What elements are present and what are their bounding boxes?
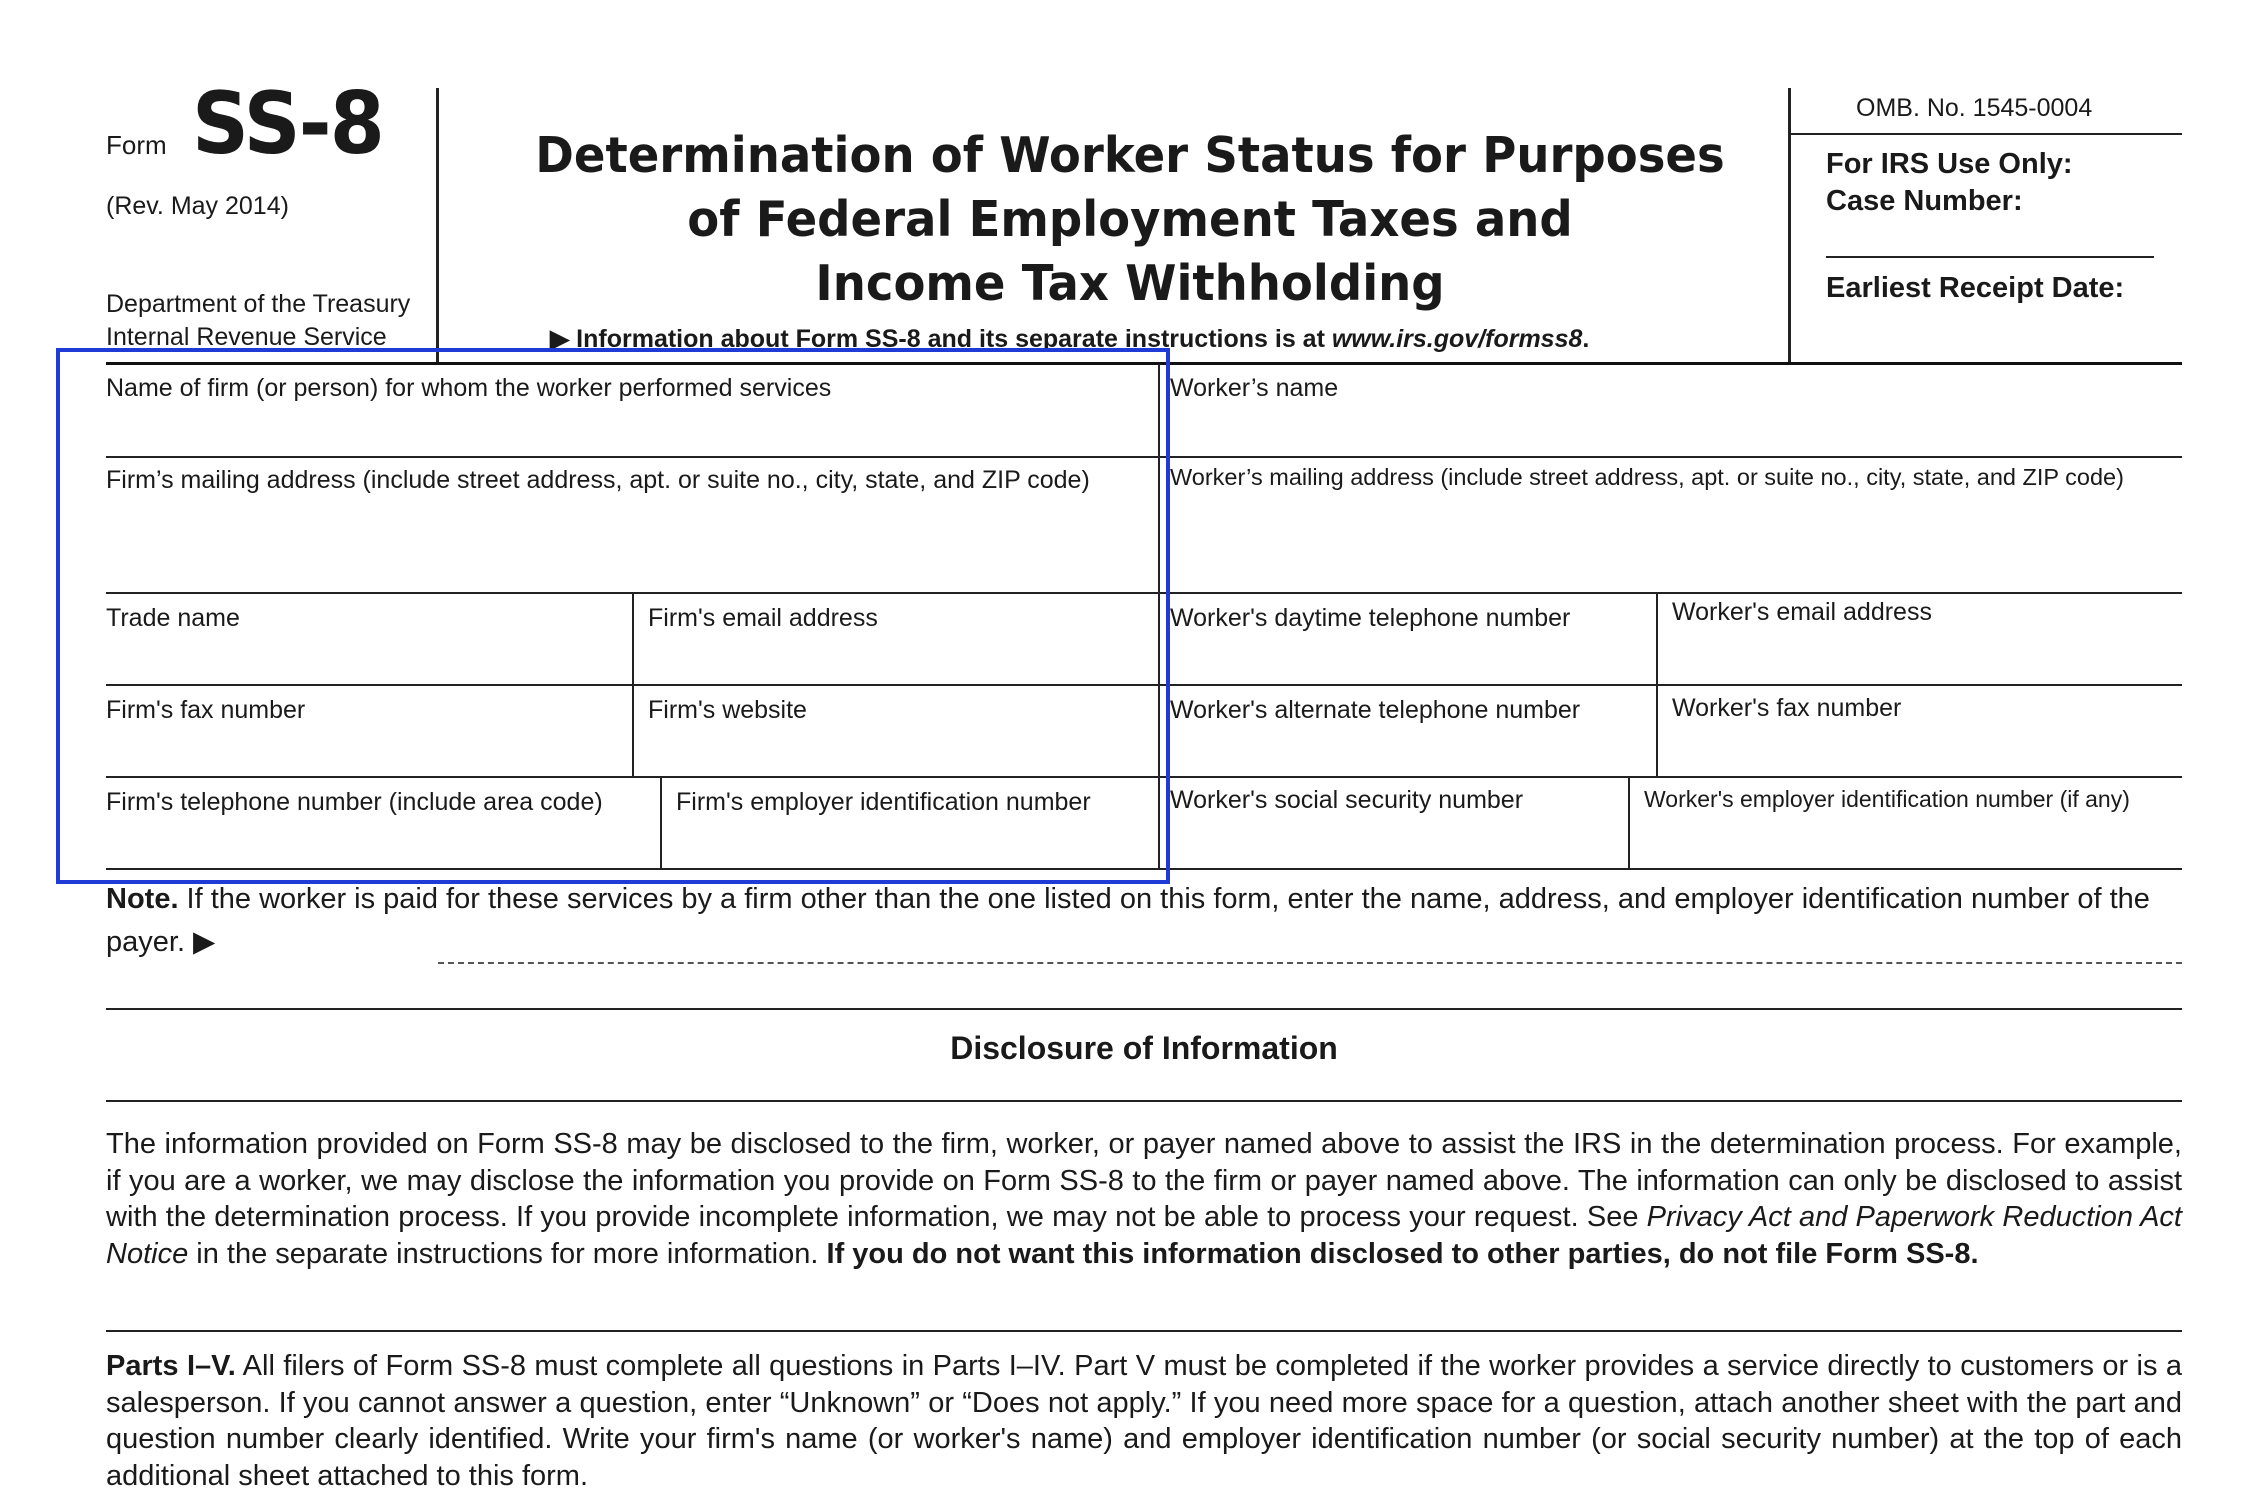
omb-number: OMB. No. 1545-0004 [1856,94,2093,122]
firm-telephone-field[interactable]: Firm's telephone number (include area code) [106,788,603,816]
worker-daytime-phone-field[interactable]: Worker's daytime telephone number [1170,604,1571,632]
form-label: Form [106,130,167,160]
irs-use-block [1826,146,2073,220]
parts-label: Parts I–V. [106,1350,236,1382]
parts-top-rule [106,1330,2182,1332]
department-line-2: Internal Revenue Service [106,323,387,351]
worker-ein-field[interactable]: Worker's employer identification number (if any) [1644,786,2130,812]
note-text: If the worker is paid for these services by a firm other than the one listed on this form, enter the name, address, and employer identification number of the payer. ▶ [106,883,2150,958]
privacy-act-reference: Privacy Act and Paperwork Reduction Act Notice [106,1201,2182,1270]
earliest-receipt-date-label: Earliest Receipt Date: [1826,272,2125,304]
title-line-2: of Federal Employment Taxes and [687,191,1573,248]
firm-ein-field[interactable]: Firm's employer identification number [676,788,1091,816]
parts-text: All filers of Form SS-8 must complete all questions in Parts I–IV. Part V must be completed if the worker provides a service directly to customers or is a salesperson. If you cannot answer a question, enter “Unknown” or “Does not apply.” If you need more space for a question, attach another sheet with the part and question number clearly identified. Write your firm's name (or worker's name) and employer identification number (or social security number) at the top of each additional sheet attached to this form. [106,1350,2182,1492]
worker-mailing-address-field[interactable]: Worker’s mailing address (include street address, apt. or suite no., city, state, and ZIP code) [1170,464,2124,490]
form-revision: (Rev. May 2014) [106,192,289,220]
payer-entry-line[interactable] [438,962,2182,964]
disclosure-text-2: in the separate instructions for more information. [188,1237,827,1270]
info-suffix: . [1582,325,1590,353]
firm-email-field[interactable]: Firm's email address [648,604,878,632]
disclosure-bottom-rule [106,1100,2182,1102]
trade-name-field[interactable]: Trade name [106,604,240,632]
irs-use-only-label: For IRS Use Only: [1826,148,2073,180]
department-name [106,288,410,354]
disclosure-warning: If you do not want this information disclosed to other parties, do not file Form SS-8. [826,1237,1979,1270]
worker-col-divider-2 [1628,776,1630,868]
form-title [513,124,1748,316]
title-line-3: Income Tax Withholding [815,255,1445,312]
worker-fax-field[interactable]: Worker's fax number [1672,694,1902,722]
firm-fax-field[interactable]: Firm's fax number [106,696,306,724]
case-number-field [1826,256,2154,258]
disclosure-paragraph [106,1126,2182,1272]
omb-divider [1790,133,2182,135]
worker-ssn-field[interactable]: Worker's social security number [1170,786,1524,814]
firm-website-field[interactable]: Firm's website [648,696,807,724]
disclosure-title: Disclosure of Information [950,1030,1338,1066]
instructions-url[interactable]: www.irs.gov/formss8 [1331,325,1583,353]
worker-alternate-phone-field[interactable]: Worker's alternate telephone number [1170,696,1581,724]
worker-name-field[interactable]: Worker’s name [1170,374,1339,402]
info-prefix: ▶ Information about Form SS-8 and its separate instructions is at [550,325,1332,353]
worker-email-field[interactable]: Worker's email address [1672,598,1932,626]
header-divider-right [1788,88,1791,364]
case-number-label: Case Number: [1826,185,2023,217]
firm-name-field[interactable]: Name of firm (or person) for whom the worker performed services [106,374,832,402]
firm-section-highlight [56,348,1170,884]
note-label: Note. [106,883,179,915]
disclosure-text-1: The information provided on Form SS-8 may be disclosed to the firm, worker, or payer named above to assist the IRS in the determination process. For example, if you are a worker, we may disclose the information you provide on Form SS-8 to the firm or payer named above. The information can only be disclosed to assist with the determination process. If you provide incomplete information, we may not be able to process your request. See [106,1128,2182,1233]
firm-mailing-address-field[interactable]: Firm’s mailing address (include street address, apt. or suite no., city, state, and ZIP code) [106,466,1090,494]
header-divider-left [436,88,439,364]
form-number: SS-8 [192,74,383,174]
title-line-1: Determination of Worker Status for Purposes [535,127,1725,184]
payer-note [106,878,2186,964]
department-line-1: Department of the Treasury [106,290,411,318]
disclosure-top-rule [106,1008,2182,1010]
worker-col-divider-1 [1656,592,1658,776]
parts-paragraph [106,1348,2182,1494]
